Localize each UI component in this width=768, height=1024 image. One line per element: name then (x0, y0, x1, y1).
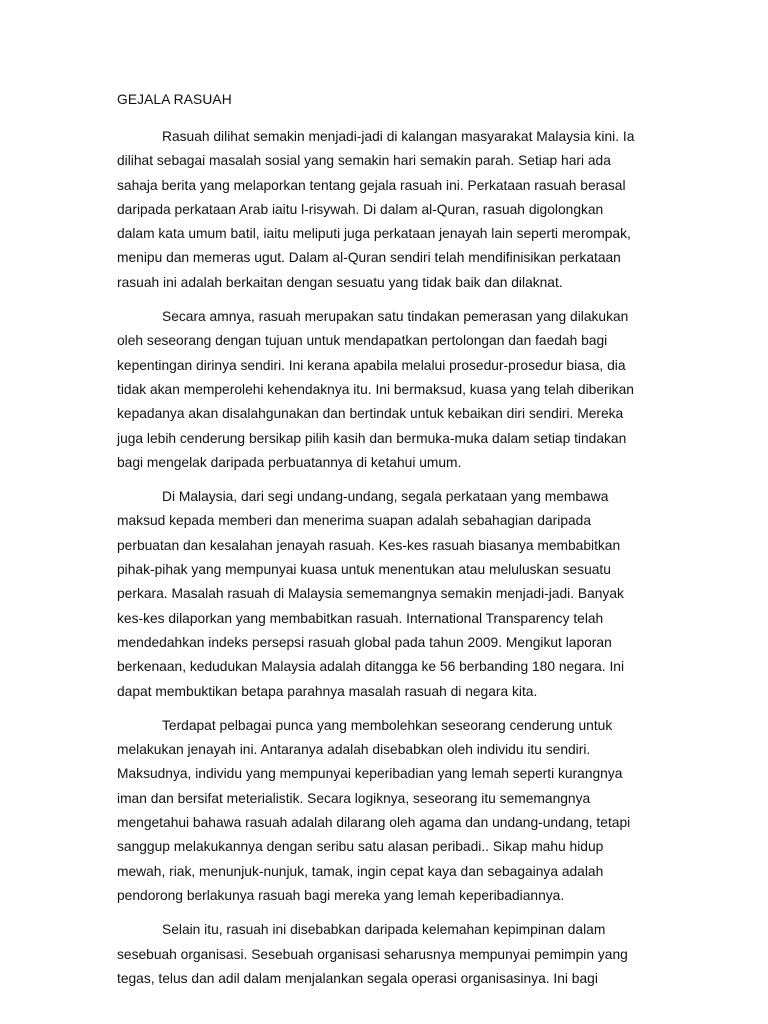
text-line: daripada perkataan Arab iaitu l-risywah. Di dalam al-Quran, rasuah digolongkan (117, 201, 604, 217)
text-line: dilihat sebagai masalah sosial yang semakin hari semakin parah. Setiap hari ada (117, 153, 611, 169)
text-line: tidak akan memperolehi kehendaknya itu. Ini bermaksud, kuasa yang telah diberikan (117, 381, 634, 397)
text-line: mendedahkan indeks persepsi rasuah global pada tahun 2009. Mengikut laporan (117, 634, 612, 650)
text-line: perkara. Masalah rasuah di Malaysia sememangnya semakin menjadi-jadi. Banyak (117, 586, 624, 602)
text-line: menipu dan memeras ugut. Dalam al-Quran sendiri telah mendifinisikan perkataan (117, 250, 621, 266)
text-line: oleh seseorang dengan tujuan untuk mendapatkan pertolongan dan faedah bagi (117, 333, 608, 349)
text-line: dalam kata umum batil, iaitu meliputi juga perkataan jenayah lain seperti merompak, (117, 226, 631, 242)
paragraph (117, 714, 652, 908)
text-line: kepadanya akan disalahgunakan dan bertindak untuk kebaikan diri sendiri. Mereka (117, 406, 624, 422)
text-line: bagi mengelak daripada perbuatannya di ketahui umum. (117, 454, 462, 470)
text-line: Terdapat pelbagai punca yang membolehkan seseorang cenderung untuk (162, 717, 613, 733)
text-line: tegas, telus dan adil dalam menjalankan segala operasi organisasinya. Ini bagi (117, 970, 598, 986)
text-line: rasuah ini adalah berkaitan dengan sesuatu yang tidak baik dan dilaknat. (117, 274, 563, 290)
paragraph (117, 485, 652, 704)
text-line: berkenaan, kedudukan Malaysia adalah ditangga ke 56 berbanding 180 negara. Ini (117, 659, 625, 675)
paragraph (117, 125, 652, 295)
text-line: Maksudnya, individu yang mempunyai keperibadian yang lemah seperti kurangnya (117, 766, 623, 782)
text-line: kepentingan dirinya sendiri. Ini kerana apabila melalui prosedur-prosedur biasa, dia (117, 357, 626, 373)
text-line: Selain itu, rasuah ini disebabkan daripada kelemahan kepimpinan dalam (162, 922, 606, 938)
text-line: sahaja berita yang melaporkan tentang gejala rasuah ini. Perkataan rasuah berasal (117, 177, 626, 193)
paragraph (117, 918, 652, 991)
document-title: GEJALA RASUAH (117, 92, 232, 107)
paragraph (117, 305, 652, 475)
text-line: maksud kepada memberi dan menerima suapan adalah sebahagian daripada (117, 513, 592, 529)
text-line: pendorong berlakunya rasuah bagi mereka yang lemah keperibadiannya. (117, 887, 565, 903)
text-line: Rasuah dilihat semakin menjadi-jadi di kalangan masyarakat Malaysia kini. Ia (162, 129, 635, 144)
text-line: sesebuah organisasi. Sesebuah organisasi seharusnya mempunyai pemimpin yang (117, 946, 628, 962)
text-line: kes-kes dilaporkan yang membabitkan rasuah. International Transparency telah (117, 610, 604, 626)
text-line: Di Malaysia, dari segi undang-undang, segala perkataan yang membawa (162, 489, 609, 505)
text-line: iman dan bersifat meterialistik. Secara logiknya, seseorang itu sememangnya (117, 790, 591, 806)
document-body (117, 90, 652, 991)
text-line: sanggup melakukannya dengan seribu satu alasan peribadi.. Sikap mahu hidup (117, 839, 604, 855)
text-line: melakukan jenayah ini. Antaranya adalah disebabkan oleh individu itu sendiri. (117, 742, 591, 758)
text-line: pihak-pihak yang mempunyai kuasa untuk menentukan atau meluluskan sesuatu (117, 562, 611, 578)
text-line: mengetahui bahawa rasuah adalah dilarang oleh agama dan undang-undang, tetapi (117, 815, 631, 831)
text-line: juga lebih cenderung bersikap pilih kasih dan bermuka-muka dalam setiap tindakan (117, 430, 627, 446)
text-line: Secara amnya, rasuah merupakan satu tindakan pemerasan yang dilakukan (162, 309, 629, 325)
text-line: mewah, riak, menunjuk-nunjuk, tamak, ingin cepat kaya dan sebagainya adalah (117, 863, 604, 879)
text-line: perbuatan dan kesalahan jenayah rasuah. Kes-kes rasuah biasanya membabitkan (117, 537, 621, 553)
text-line: dapat membuktikan betapa parahnya masalah rasuah di negara kita. (117, 683, 538, 699)
